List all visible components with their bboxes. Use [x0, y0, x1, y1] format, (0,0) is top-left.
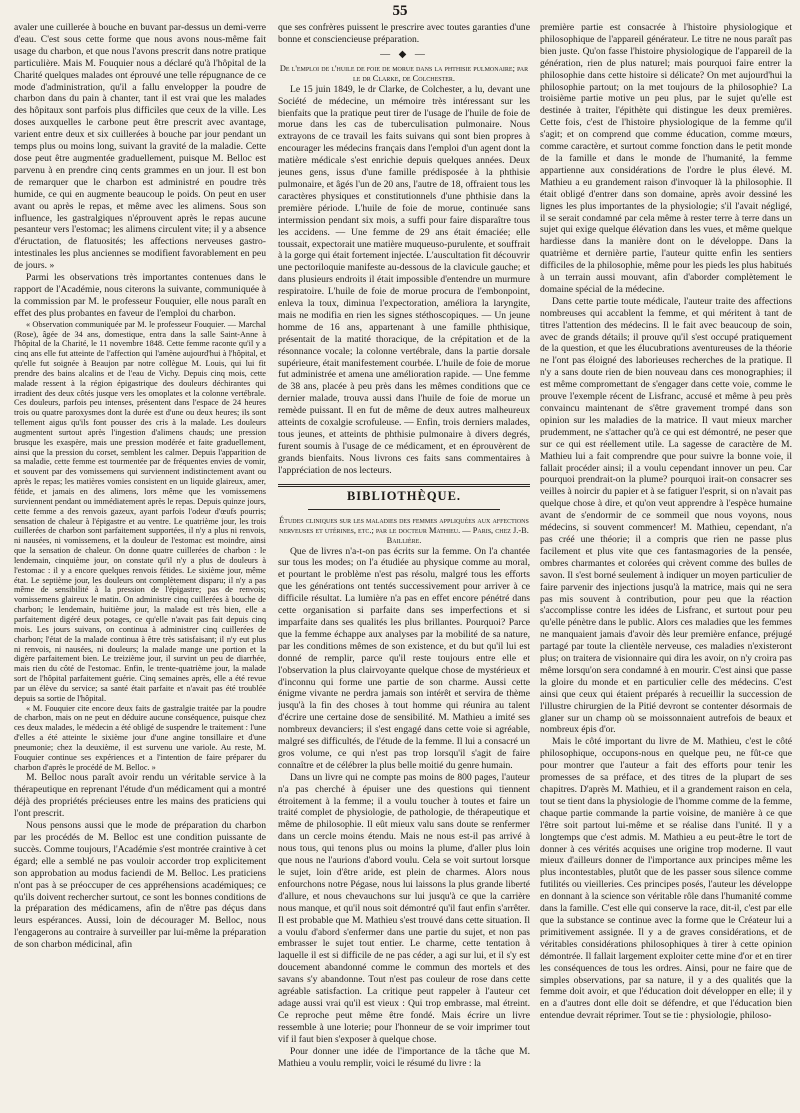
- paragraph: Nous pensons aussi que le mode de préparation du charbon par les procédés de M. Belloc est une condition puissante de succès. Comme toujours, l'Académie s'est montrée craintive à cet égard; elle a semblé ne pas vouloir accorder trop explicitement son approbation au modus faciendi de M. Belloc. Les praticiens n'ont pas à se préoccuper de ces appréhensions académiques; ce qu'ils doivent rechercher surtout, ce sont les bonnes conditions de la préparation des médicamens, afin de n'être pas déçus dans leurs espérances. Aussi, loin de décourager M. Belloc, nous l'engagerons au contraire à surveiller par lui-même la préparation de son charbon médicinal, afin: [14, 820, 266, 951]
- column-left: [14, 22, 266, 1107]
- book-title: Études cliniques sur les maladies des femmes appliquées aux affections nerveuses et utérines, etc.; par le docteur Mathieu. — Paris, chez J.-B. Baillière.: [279, 515, 529, 545]
- paragraph: Le 15 juin 1849, le dr Clarke, de Colchester, a lu, devant une Société de médecine, un mémoire très intéressant sur les bienfaits que la pratique peut tirer de l'usage de l'huile de foie de morue dans les cas de tuberculisation pulmonaire. Nous extrayons de ce travail les faits suivans qui sont bien propres à encourager les médecins français dans l'emploi d'un agent dont la matière médicale s'est enrichie depuis quelques années. Deux jeunes gens, issus d'une famille prédisposée à la phthisie pulmonaire, et âgés l'un de 20 ans, l'autre de 18, offraient tous les caractères physiques et constitutionnels d'une phthisie dans la première période. L'huile de foie de morue, continuée sans intermission pendant six mois, a suffi pour faire disparaître tous les accidens. — Une femme de 29 ans était émaciée; elle toussait, expectorait une matière muqueuso-purulente, et souffrait à la gorge qui était fortement injectée. L'auscultation fit découvrir une pectoriloquie manifeste au-dessous de la clavicule gauche; et dans plusieurs endroits il était impossible d'entendre un murmure respiratoire. L'huile de foie de morue procura de l'embonpoint, enleva la toux, diminua l'expectoration, améliora la laryngite, mais ne modifia en rien les signes stéthoscopiques. — Un jeune homme de 16 ans, appartenant à une famille phthisique, présentait de la matité thoracique, de la crépitation et de la résonnance vocale; la colonne vertébrale, dans la partie dorsale supérieure, était manifestement courbée. L'huile de foie de morue fut administrée et amena une amélioration rapide. — Une femme de 38 ans, placée à peu près dans les mêmes conditions que ce dernier malade, trouva aussi dans l'huile de foie de morue un remède puissant. Il en fut de même de deux autres malheureux atteints de coxalgie scrofuleuse. — Enfin, trois derniers malades, tous jeunes, et atteints de phthisie pulmonaire à divers degrés, furent soumis à l'usage de ce médicament, et en éprouvèrent de grands bienfaits. Nous livrons ces faits sans commentaires à l'appréciation de nos lecteurs.: [278, 83, 530, 476]
- section-divider: [278, 484, 530, 487]
- paragraph: que ses confrères puissent le prescrire avec toutes garanties d'une bonne et consciencieuse préparation.: [278, 22, 530, 45]
- heading-underline: [308, 509, 500, 510]
- article-title: De l'emploi de l'huile de foie de morue dans la phthisie pulmonaire; par le dr Clarke, de Colchester.: [279, 63, 529, 83]
- paragraph: Dans cette partie toute médicale, l'auteur traite des affections nombreuses qui accablent la femme, et qui méritent à tant de titres l'attention des médecins. Il le fait avec beaucoup de soin, avec de grands détails; il prouve qu'il s'est occupé pratiquement de la question, et que les élucubrations aventureuses de la théorie ne l'ont pas éloigné des laborieuses recherches de la pratique. Il n'y a sans doute rien de bien nouveau dans ces monographies; il est même compromettant de s'engager dans cette voie, comme le prouve l'exemple récent de Lisfranc, accusé et même à peu près convaincu maintenant de s'être gravement trompé dans son opinion sur les maladies de la matrice. Il vaut mieux marcher prudemment, ne s'attacher qu'à ce qui est démontré, ne peser que sur ce qui est réellement utile. La sagesse de caractère de M. Mathieu lui a fait comprendre que pour suivre la bonne voie, il fallait procéder ainsi; il a voulu cependant innover un peu. Car pourquoi prendrait-on la plume? pourquoi irait-on consacrer ses veilles à noircir du papier et à se fatiguer l'esprit, si on n'avait pas quelque chose à dire, et qu'on veut apprendre à l'espèce humaine avant de s'endormir de ce sommeil que nous voyons, nous médecins, si souvent commencer! M. Mathieu, cependant, n'a pas créé une théorie; il a compris que rien ne passe plus facilement et plus vite que ces fantasmagories de la pensée, ombres charmantes et colorées qui crèvent comme des bulles de savon. Il s'est borné seulement à indiquer un moyen particulier de faire parvenir des injections jusqu'à la matrice, mais qui ne sera pas mis souvent à contribution, pour peu que la réaction s'accomplisse contre les idées de Lisfranc, et surtout pour peu qu'elle pénètre dans le public. Alors ces maladies que les femmes ne manquaient jamais d'avoir dès leur première enfance, préjugé partagé par toute la clientèle nerveuse, ces maladies n'existeront plus; on traitera de visionnaire qui dira les avoir, on n'y croira pas même lorsqu'on sera condamné à en mourir. C'est ainsi que passe la gloire du monde et en particulier celle des médecins. C'est ainsi que ceux qui étaient préparés à recueillir la succession de l'illustre chirurgien de la Pitié devront se contenter désormais de glaner sur un champ où se moissonnaient autrefois de beaux et nombreux épis d'or.: [540, 295, 792, 736]
- page-number: 55: [392, 3, 408, 19]
- column-middle: [278, 22, 530, 1107]
- section-heading: BIBLIOTHÈQUE.: [346, 488, 462, 503]
- paragraph: Pour donner une idée de l'importance de la tâche que M. Mathieu a voulu remplir, voici le résumé du livre : la: [278, 1045, 530, 1069]
- column-right: [540, 22, 792, 1107]
- paragraph: Mais le côté important du livre de M. Mathieu, c'est le côté philosophique, occupons-nous en quelque peu, ne fût-ce que pour montrer que l'auteur a fait des efforts pour tenir les promesses de sa préface, et des titres de la plupart de ses chapitres. D'après M. Mathieu, et il a grandement raison en cela, tout se tient dans la physiologie de l'homme comme de la femme, chaque partie commande la partie voisine, de manière à ce que l'être soit partout lui-même et se réalise dans l'unité. Il y a longtemps que c'est admis. M. Mathieu a eu peut-être le tort de donner à ces vérités acquises une origine trop moderne. Il vaut mieux d'ailleurs donner de l'importance aux principes même les plus incontestables, plutôt que de les passer sous silence comme futilités ou vieilleries. Ces principes posés, l'auteur les développe en donnant à la science son véritable rôle dans l'humanité comme dans la famille. C'est elle qui conserve la race, dit-il, c'est par elle que la substance se continue avec la forme que le Créateur lui a primitivement assignée. Il y a de graves considérations, et de véritables considérations philosophiques à tirer à cette opinion démontrée. Il fallait largement exploiter cette mine d'or et en tirer les conséquences de tous les ordres. Ainsi, pour ne faire que de simples observations, par sa nature, il y a des qualités que la femme doit avoir, et que l'éducation doit développer en elle; il y en a d'autres dont elle doit se défendre, et que l'éducation bien entendue devrait réprimer. Tout se tie : physiologie, philoso-: [540, 736, 792, 1022]
- paragraph: Parmi les observations très importantes contenues dans le rapport de l'Académie, nous citerons la suivante, communiquée à la commission par M. le professeur Fouquier, elle nous paraît en effet des plus probantes en faveur de l'emploi du charbon.: [14, 272, 266, 319]
- paragraph: Dans un livre qui ne compte pas moins de 800 pages, l'auteur n'a pas cherché à épuiser une des questions qui tiennent étroitement à la femme; il a voulu toucher à toutes et faire un traité complet de physiologie, de pathologie, de thérapeutique et même de philosophie. Il eût mieux valu sans doute se renfermer dans un cercle moins étendu. Mais ne nous est-il pas arrivé à nous tous, qui tenons plus ou moins la plume, d'aller plus loin que nous ne l'aurions d'abord voulu. Cela se voit surtout lorsque le sujet, loin d'être aride, est plein de charmes. Alors nous enfourchons notre Pégase, nous lui laissons la plus grande liberté d'allure, et nous chevauchons sur lui jusqu'à ce que la carrière nous manque, et qu'il nous soit démontré qu'il faut enfin s'arrêter. Il est probable que M. Mathieu s'est trouvé dans cette situation. Il a voulu d'abord s'enfermer dans une partie du sujet, et non pas embrasser le sujet tout entier. Le charme, cette tentation à laquelle il est si difficile de ne pas céder, a agi sur lui, et il s'y est doucement abandonné comme le commun des mortels et des savans s'y abandonne. Tout n'est pas couleur de rose dans cette agréable satisfaction. La critique peut rappeler à l'auteur cet adage aussi vrai qu'il est vieux : Qui trop embrasse, mal étreint. Ce reproche peut même être fondé. Mais écrire un livre ressemble à une loterie; pour l'honneur de se voir imprimer tout vif il faut bien s'exposer à quelque chose.: [278, 771, 530, 1045]
- paragraph: avaler une cuillerée à bouche en buvant par-dessus un demi-verre d'eau. C'est sous cette forme que nous avons nous-même fait usage du charbon, et que nous l'avons prescrit dans notre pratique particulière. Mais M. Fouquier nous a déclaré qu'à l'hôpital de la Charité quelques malades ont éprouvé une telle répugnance de ce mode d'administration, qu'il a fallu envelopper la poudre de charbon dans du pain à chanter, tant il est vrai que les malades des hôpitaux sont parfois plus difficiles que ceux de la ville. Les doses auxquelles le carbone peut être prescrit avec avantage, varient entre deux et six cuillerées à bouche par jour pendant un temps plus ou moins long, suivant la gravité de la maladie. Cette dose peut être augmentée graduellement, puisque M. Belloc est parvenu à en prendre cinq cents grammes en un jour. Il est bon de remarquer que le charbon est administré en poudre très humide, ce qui en augmente beaucoup le poids. On peut en user avant ou après le repas, et même avec les alimens. Sous son influence, les gastralgiques n'éprouvent après le repas aucune pesanteur vers l'estomac; les alimens circulent vite; il y a absence d'éructation, de flatuosités; les affections nerveuses gastro-intestinales les plus anciennes se modifient favorablement en peu de jours. »: [14, 22, 266, 272]
- paragraph: M. Belloc nous paraît avoir rendu un véritable service à la thérapeutique en reprenant l'étude d'un médicament qui a montré déjà des propriétés précieuses entre les mains des praticiens qui l'ont prescrit.: [14, 772, 266, 820]
- section-ornament: — ◆ —: [380, 48, 428, 60]
- paragraph: Que de livres n'a-t-on pas écrits sur la femme. On l'a chantée sur tous les modes; on l'a étudiée au physique comme au moral, et pourtant le problème n'est pas résolu, malgré tous les efforts que les générations ont tentés successivement pour arriver à ce difficile résultat. La lumière n'a pas en effet encore pénétré dans cette organisation si parfaite dans ses imperfections et si imparfaite dans ses qualités les plus brillantes. Pourquoi? Parce que la femme échappe aux analyses par la mobilité de sa nature, par les conditions mêmes de son existence, et du but qu'il lui est donné de remplir, parce qu'il reste toujours entre elle et l'observation la plus clairvoyante quelque chose de mystérieux et d'inconnu qui forme une partie de son charme. Aussi cette énigme vivante ne perdra jamais son intérêt et servira de thème jusqu'à la fin des choses à tout homme qui réunira au talent d'écrire une certaine dose de sensibilité. M. Mathieu a imité ses nombreux devanciers; il s'est engagé dans cette voie si agréable, malgré ses difficultés, de l'étude de la femme. Il lui a consacré un gros volume, ce qui n'est pas trop lorsqu'il s'agit de faire connaître et de célébrer la plus belle moitié du genre humain.: [278, 545, 530, 771]
- observation-paragraph: « Observation communiquée par M. le professeur Fouquier. — Marchal (Rose), âgée de 34 ans, domestique, entra dans la salle Saint-Anne à l'hôpital de la Charité, le 11 novembre 1848. Cette femme raconte qu'il y a cinq ans elle fut atteinte de l'affection qui l'amène aujourd'hui à l'hôpital, et qu'elle fut soignée à Beaujon par notre collègue M. Louis, qui lui fit prendre des bains alcalins et de l'eau de Vichy. Depuis cinq mois, cette malade ressent à la région épigastrique des douleurs déchirantes qui irradient des deux côtés jusque vers les omoplates et la colonne vertébrale. Ces douleurs, parfois peu intenses, présentent dans l'espace de 24 heures trois ou quatre paroxysmes dont la durée est d'une ou deux heures; ils sont tellement aigus qu'ils font pousser des cris à la malade. Les douleurs augmentent surtout après l'ingestion d'alimens chauds; une pression brusque les exaspère, mais une pression modérée et faite graduellement, ainsi que la pression du corset, semblent les calmer. Depuis l'apparition de sa maladie, cette femme est tourmentée par de fréquentes envies de vomir, et souvent par des vomissemens qui surviennent indistinctement avant ou après le repas; les matières vomies consistent en un liquide glaireux, amer, fétide, et jamais en des alimens, lors même que les vomissemens surviennent pendant ou immédiatement après le repas. Depuis quinze jours, cette femme a des renvois gazeux, ayant parfois l'odeur d'œufs pourris; sensation de chaleur à l'épigastre et au ventre. Le quatrième jour, les trois cuillerées de charbon sont parfaitement supportées, il n'y a plus ni renvois, ni nausées, ni vomissemens, et la douleur de l'estomac est moindre, ainsi que la sensation de chaleur. On donne quatre cuillerées de charbon : le lendemain, cinquième jour, on constate qu'il n'y a plus de douleurs à l'estomac : il y a encore quelques renvois fétides. Le sixième jour, même état. Le septième jour, les douleurs ont complètement disparu; il n'y a pas même de sensibilité à la pression de l'épigastre; pas de renvois; vomissemens glaireux le matin. On administre cinq cuillerées à bouche de charbon; le lendemain, huitième jour, la malade est très bien, elle a parfaitement digéré deux potages, ce qu'elle n'avait pas fait depuis cinq mois. Les jours suivans, on continua à administrer cinq cuillerées de charbon; l'état de la malade continua à être très satisfaisant; il n'y eut plus ni renvois, ni nausées, ni douleurs; la malade mange une portion et la digère parfaitement bien. Le treizième jour, il survint un peu de diarrhée, mais rien du côté de l'estomac. Enfin, le trente-quatrième jour, la malade sort de l'hôpital parfaitement guérie. Cinq semaines après, elle a été revue par un élève du service; sa santé était parfaite et n'avait pas été troublée depuis sa sortie de l'hôpital.: [14, 319, 266, 703]
- observation-paragraph: « M. Fouquier cite encore deux faits de gastralgie traitée par la poudre de charbon, mais on ne peut en déduire aucune conséquence, puisque chez ces deux malades, le médecin a été obligé de suspendre le traitement : l'une d'elles a été atteinte le sixième jour d'une angine tonsillaire et d'une pneumonie; chez la deuxième, il est survenu une variole. Au reste, M. Fouquier continue ses expériences et a l'intention de faire préparer du charbon d'après le procédé de M. Belloc. »: [14, 703, 266, 772]
- paragraph: première partie est consacrée à l'histoire physiologique et philosophique de l'appareil générateur. Le titre ne nous paraît pas bien juste. Qu'on fasse l'histoire physiologique de l'appareil de la génération, rien de plus naturel; mais pourquoi faire entrer la philosophie dans cette histoire si délicate? On met aujourd'hui la philosophie partout; on la met toujours de la philosophie? La troisième partie motive un peu plus, par le sujet qu'elle est destinée à traiter, l'épithète qui distingue les deux premières. Cette fois, c'est de l'histoire physiologique de la femme qu'il s'agit; et on comprend que comme éducation, comme mœurs, comme caractère, et surtout comme fonction dans le petit monde de la famille et dans le monde de l'humanité, la femme appartienne aux considérations de l'ordre le plus élevé. M. Mathieu a eu grandement raison d'invoquer là la philosophie. Il était obligé d'entrer dans son domaine, après avoir dessiné les lignes les plus importantes de la physiologie; s'il l'avait négligé, il se serait condamné par cela même à rester terre à terre dans un sujet qui exige quelque élévation dans les vues, et même quelque hardiesse dans la manière dont on le développe. Dans la quatrième et dernière partie, l'auteur quitte enfin les sentiers difficiles de la philosophie, même pour les pieds les plus habitués à un terrain aussi mouvant, afin d'aborder complètement le domaine spécial de la médecine.: [540, 22, 792, 295]
